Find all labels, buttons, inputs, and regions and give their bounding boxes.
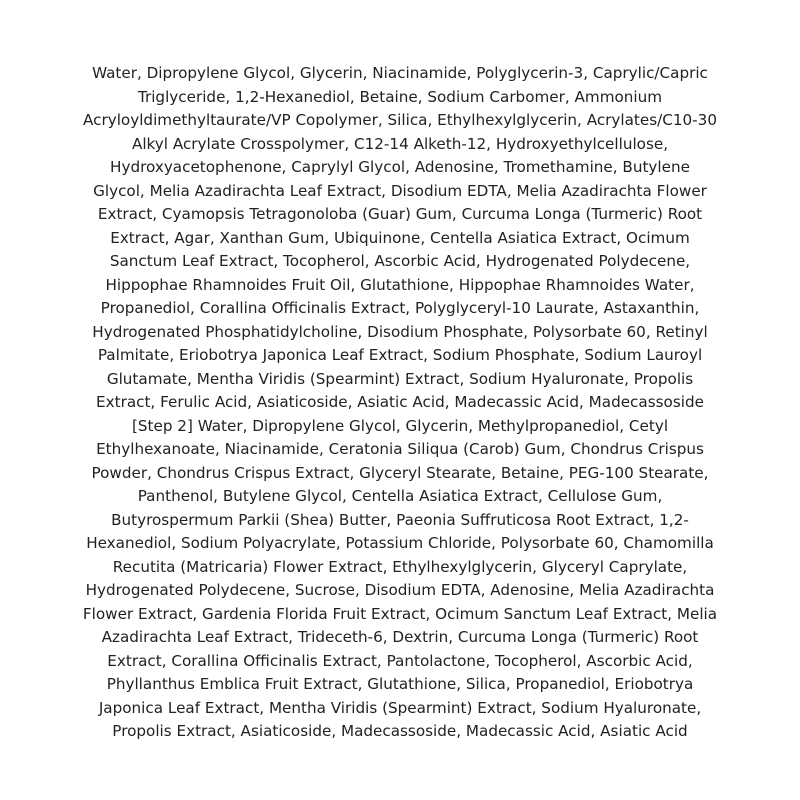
ingredient-line: Powder, Chondrus Crispus Extract, Glyceryl Stearate, Betaine, PEG-100 Stearate, xyxy=(91,463,709,482)
ingredient-line: Hydroxyacetophenone, Caprylyl Glycol, Adenosine, Tromethamine, Butylene xyxy=(110,158,690,176)
ingredient-line: Triglyceride, 1,2-Hexanediol, Betaine, Sodium Carbomer, Ammonium xyxy=(137,87,663,106)
ingredient-line: Propanediol, Corallina Officinalis Extract, Polyglyceryl-10 Laurate, Astaxanthin, xyxy=(100,299,700,317)
ingredient-line: Glutamate, Mentha Viridis (Spearmint) Extract, Sodium Hyaluronate, Propolis xyxy=(106,369,694,388)
ingredients-list xyxy=(40,62,760,744)
ingredient-line: Panthenol, Butylene Glycol, Centella Asiatica Extract, Cellulose Gum, xyxy=(137,487,663,505)
ingredient-line: Recutita (Matricaria) Flower Extract, Ethylhexylglycerin, Glyceryl Caprylate, xyxy=(112,557,688,576)
ingredient-line: Butyrospermum Parkii (Shea) Butter, Paeonia Suffruticosa Root Extract, 1,2- xyxy=(111,510,689,529)
ingredient-line: Azadirachta Leaf Extract, Trideceth-6, Dextrin, Curcuma Longa (Turmeric) Root xyxy=(101,628,699,646)
ingredient-line: Propolis Extract, Asiaticoside, Madecassoside, Madecassic Acid, Asiatic Acid xyxy=(112,722,688,740)
ingredient-line: Hexanediol, Sodium Polyacrylate, Potassium Chloride, Polysorbate 60, Chamomilla xyxy=(86,534,714,552)
ingredient-line: Phyllanthus Emblica Fruit Extract, Glutathione, Silica, Propanediol, Eriobotrya xyxy=(106,675,694,693)
ingredient-line: Water, Dipropylene Glycol, Glycerin, Niacinamide, Polyglycerin-3, Caprylic/Capric xyxy=(92,64,708,82)
ingredient-line-step-2: [Step 2] Water, Dipropylene Glycol, Glycerin, Methylpropanediol, Cetyl xyxy=(131,416,669,435)
ingredient-line: Flower Extract, Gardenia Florida Fruit Extract, Ocimum Sanctum Leaf Extract, Melia xyxy=(82,604,718,623)
ingredient-line: Japonica Leaf Extract, Mentha Viridis (Spearmint) Extract, Sodium Hyaluronate, xyxy=(98,698,702,717)
ingredient-line: Acryloyldimethyltaurate/VP Copolymer, Silica, Ethylhexylglycerin, Acrylates/C10-30 xyxy=(83,111,717,129)
ingredient-line: Hydrogenated Phosphatidylcholine, Disodium Phosphate, Polysorbate 60, Retinyl xyxy=(92,322,708,341)
ingredient-line: Hippophae Rhamnoides Fruit Oil, Glutathione, Hippophae Rhamnoides Water, xyxy=(105,275,695,294)
ingredient-line: Extract, Agar, Xanthan Gum, Ubiquinone, Centella Asiatica Extract, Ocimum xyxy=(110,228,690,247)
ingredient-line: Extract, Corallina Officinalis Extract, Pantolactone, Tocopherol, Ascorbic Acid, xyxy=(107,651,693,670)
ingredient-line: Alkyl Acrylate Crosspolymer, C12-14 Alketh-12, Hydroxyethylcellulose, xyxy=(131,134,669,153)
ingredient-line: Extract, Ferulic Acid, Asiaticoside, Asiatic Acid, Madecassic Acid, Madecassoside xyxy=(96,393,704,411)
ingredient-line: Palmitate, Eriobotrya Japonica Leaf Extract, Sodium Phosphate, Sodium Lauroyl xyxy=(97,346,703,364)
ingredient-line: Sanctum Leaf Extract, Tocopherol, Ascorbic Acid, Hydrogenated Polydecene, xyxy=(109,252,691,270)
ingredient-line: Ethylhexanoate, Niacinamide, Ceratonia Siliqua (Carob) Gum, Chondrus Crispus xyxy=(96,440,704,458)
ingredient-line: Hydrogenated Polydecene, Sucrose, Disodium EDTA, Adenosine, Melia Azadirachta xyxy=(85,581,715,599)
ingredient-line: Extract, Cyamopsis Tetragonoloba (Guar) Gum, Curcuma Longa (Turmeric) Root xyxy=(97,205,703,223)
ingredient-line: Glycol, Melia Azadirachta Leaf Extract, Disodium EDTA, Melia Azadirachta Flower xyxy=(93,181,707,200)
